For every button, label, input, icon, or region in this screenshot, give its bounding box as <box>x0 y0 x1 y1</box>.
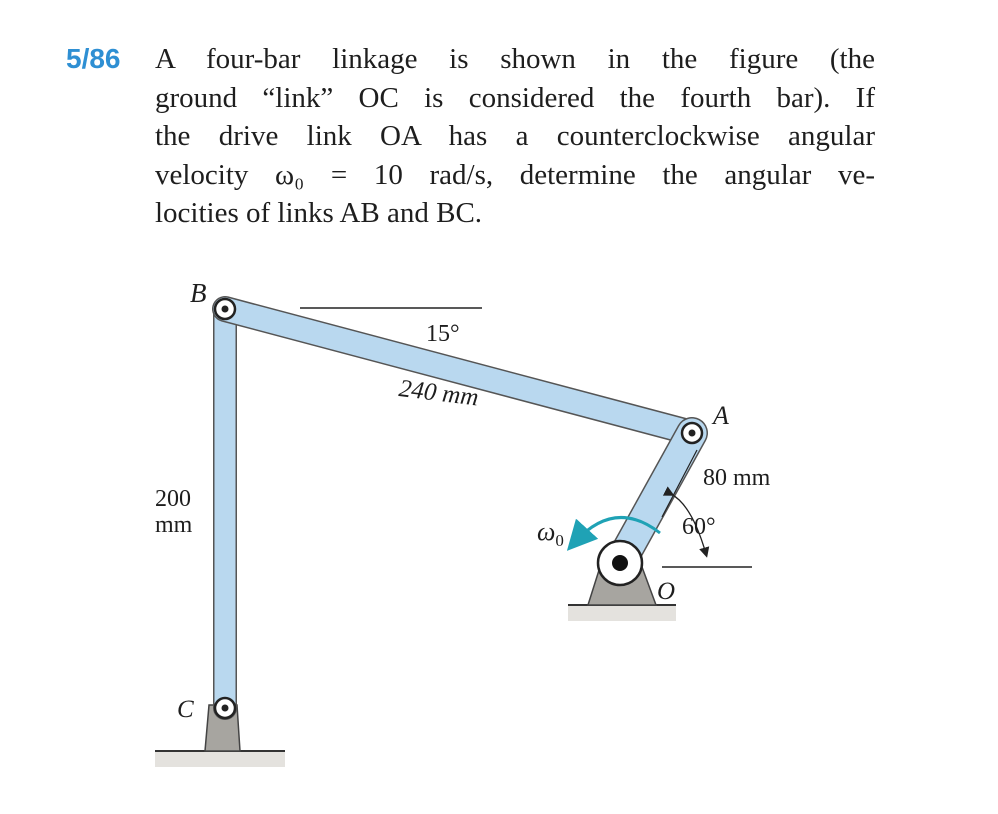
label-angle-15: 15° <box>426 321 460 347</box>
label-c: C <box>177 696 194 723</box>
pin-b-center <box>222 306 229 313</box>
label-length-ab: 240 mm <box>397 375 480 412</box>
pin-o-center <box>612 555 628 571</box>
label-angle-60: 60° <box>682 514 716 540</box>
label-a: A <box>713 401 729 430</box>
problem-line-3: the drive link OA has a counterclockwise angular <box>155 120 875 152</box>
pin-a-center <box>689 430 696 437</box>
problem-line-1: A four-bar linkage is shown in the figure (the <box>155 43 875 75</box>
ground-hatch-c <box>155 751 285 767</box>
omega-symbol: ω <box>537 517 556 546</box>
problem-line-2: ground “link” OC is considered the fourth bar). If <box>155 81 875 114</box>
omega-subscript: 0 <box>555 531 564 550</box>
label-length-bc-value: 200 <box>155 486 191 512</box>
problem-number: 5/86 <box>66 43 121 74</box>
label-omega <box>537 517 564 550</box>
pin-c-center <box>222 705 229 712</box>
problem-line-4: velocity ω₀ = 10 rad/s, determine the angular ve- <box>155 158 875 191</box>
label-length-oa: 80 mm <box>703 465 771 491</box>
label-b: B <box>190 278 207 308</box>
ground-hatch-o <box>568 605 676 621</box>
problem-line-5: locities of links AB and BC. <box>155 197 483 229</box>
label-o: O <box>657 578 676 605</box>
label-length-bc-unit: mm <box>155 512 193 538</box>
